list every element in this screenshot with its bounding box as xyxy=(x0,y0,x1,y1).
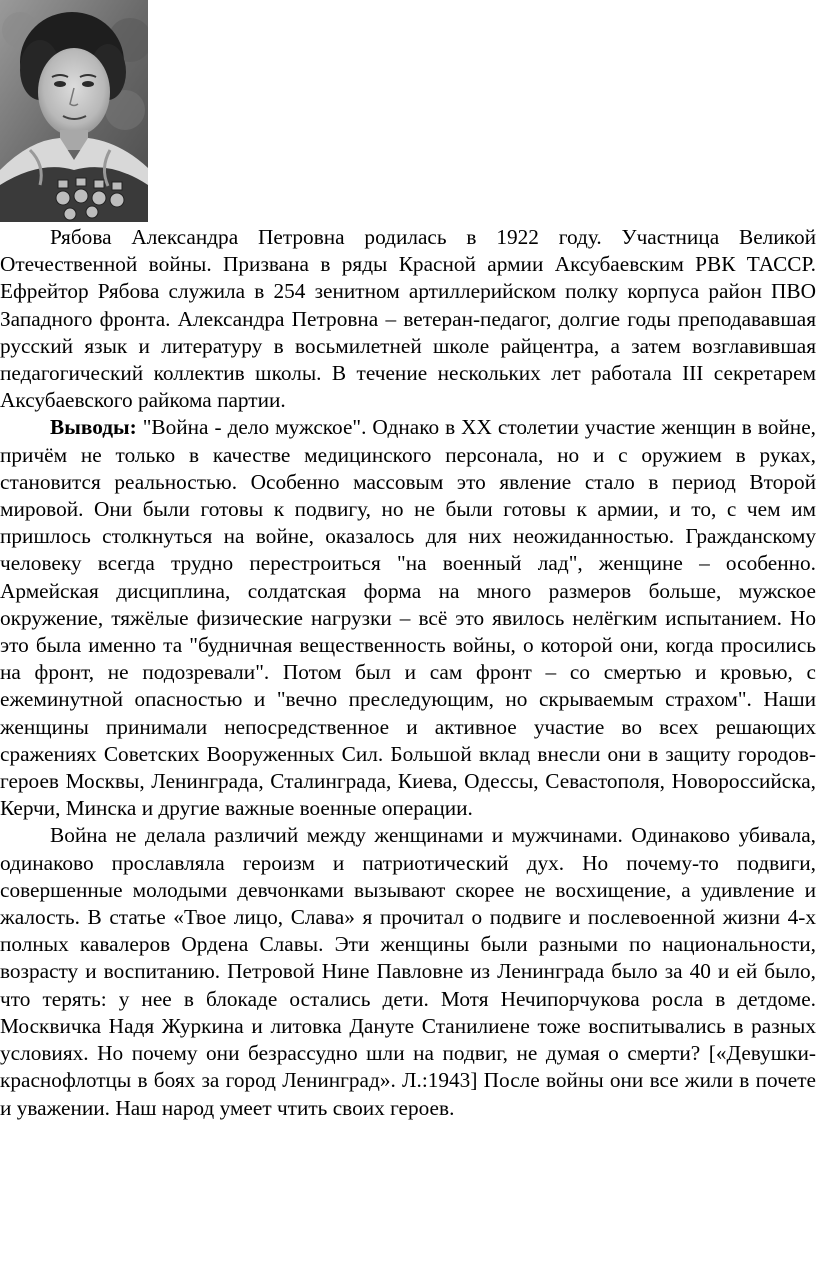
paragraph-women-at-war: Война не делала различий между женщинами и мужчинами. Одинаково убивала, одинаково прославляла героизм и патриотический дух. Но почему-то подвиги, совершенные молодыми девчонками вызывают скорее не восхищение, а удивление и жалость. В статье «Твое лицо, Слава» я прочитал о подвиге и послевоенной жизни 4-х полных кавалеров Ордена Славы. Эти женщины были разными по национальности, возрасту и воспитанию. Петровой Нине Павловне из Ленинграда было за 40 и ей было, что терять: у нее в блокаде остались дети. Мотя Нечипорчукова росла в детдоме. Москвичка Надя Журкина и литовка Дануте Станилиене тоже воспитывались в разных условиях. Но почему они безрассудно шли на подвиг, не думая о смерти? [«Девушки-краснофлотцы в боях за город Ленинград». Л.:1943] После войны они все жили в почете и уважении. Наш народ умеет чтить своих героев. xyxy=(0,823,816,1120)
paragraph-conclusions xyxy=(0,414,816,822)
portrait-photo xyxy=(0,0,148,222)
portrait-photo-icon xyxy=(0,0,148,222)
conclusions-text: "Война - дело мужское". Однако в XX столетии участие женщин в войне, причём не только в качестве медицинского персонала, но и с оружием в руках, становится реальностью. Особенно массовым это явление стало в период Второй мировой. Они были готовы к подвигу, но не были готовы к армии, и то, с чем им пришлось столкнуться на войне, оказалось для них неожиданностью. Гражданскому человеку всегда трудно перестроиться "на военный лад", женщине – особенно. Армейская дисциплина, солдатская форма на много размеров больше, мужское окружение, тяжёлые физические нагрузки – всё это явилось нелёгким испытанием. Но это была именно та "будничная вещественность войны, о которой они, когда просились на фронт, не подозревали". Потом был и сам фронт – со смертью и кровью, с ежеминутной опасностью и "вечно преследующим, но скрываемым страхом". Наши женщины принимали непосредственное и активное участие во всех решающих сражениях Советских Вооруженных Сил. Большой вклад внесли они в защиту городов-героев Москвы, Ленинграда, Сталинграда, Киева, Одессы, Севастополя, Новороссийска, Керчи, Минска и другие важные военные операции. xyxy=(0,415,816,821)
paragraph-biography: Рябова Александра Петровна родилась в 1922 году. Участница Великой Отечественной войны. Призвана в ряды Красной армии Аксубаевским РВК ТАССР. Ефрейтор Рябова служила в 254 зенитном артиллерийском полку корпуса район ПВО Западного фронта. Александра Петровна – ветеран-педагог, долгие годы преподававшая русский язык и литературу в восьмилетней школе райцентра, а затем возглавившая педагогический коллектив школы. В течение нескольких лет работала III секретарем Аксубаевского райкома партии. xyxy=(0,225,816,413)
article-body xyxy=(0,224,816,1122)
conclusions-label: Выводы: xyxy=(50,415,137,440)
